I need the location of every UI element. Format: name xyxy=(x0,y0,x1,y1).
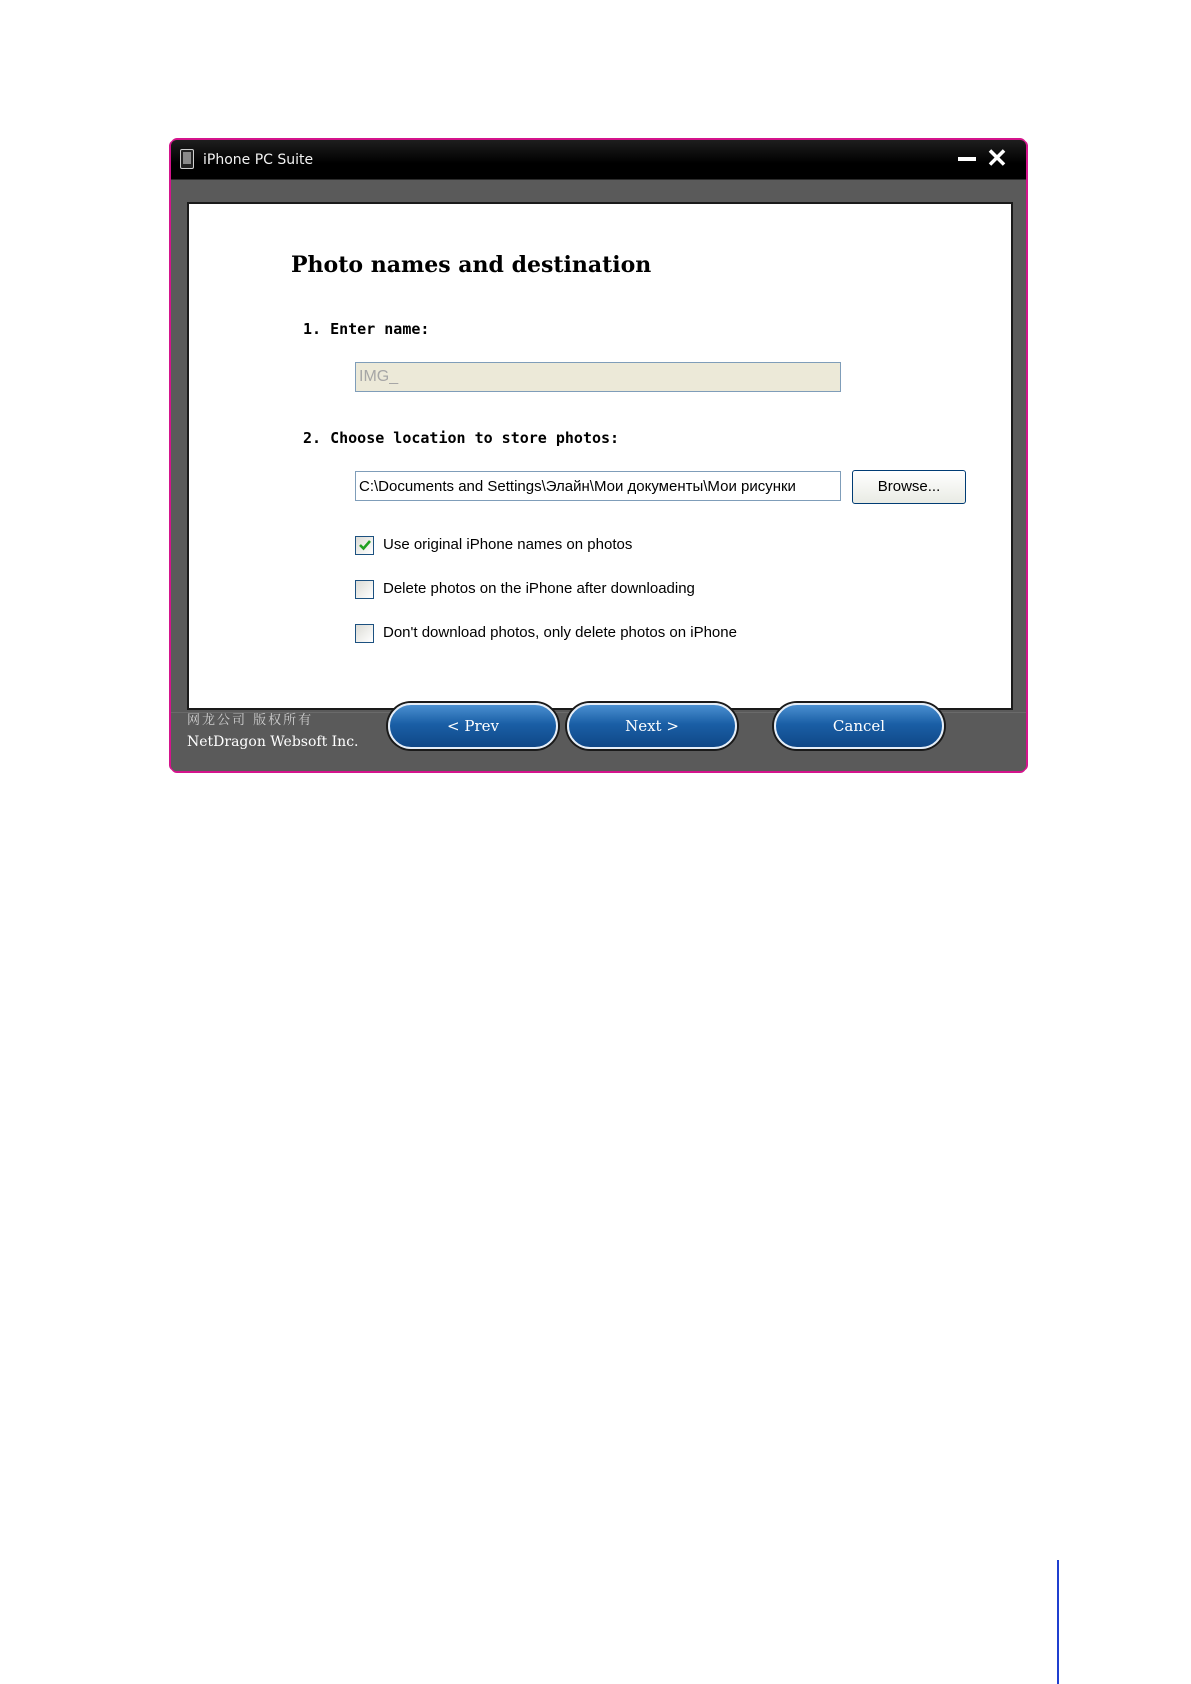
next-button[interactable]: Next > xyxy=(567,703,737,749)
step1-label: 1. Enter name: xyxy=(303,320,430,338)
minimize-button[interactable] xyxy=(958,157,976,161)
checkbox-use-original-names[interactable] xyxy=(355,536,374,555)
app-window xyxy=(171,140,1026,771)
name-input[interactable] xyxy=(355,362,841,392)
option-label: Delete photos on the iPhone after downloading xyxy=(383,580,695,597)
checkbox-delete-after-download[interactable] xyxy=(355,580,374,599)
path-input[interactable] xyxy=(355,471,841,501)
step2-label: 2. Choose location to store photos: xyxy=(303,429,620,447)
option-label: Use original iPhone names on photos xyxy=(383,536,633,553)
window-title: iPhone PC Suite xyxy=(203,152,314,168)
close-button[interactable]: ✕ xyxy=(986,143,1008,173)
phone-icon xyxy=(180,149,194,169)
page-margin-line xyxy=(1057,1560,1059,1684)
page-title: Photo names and destination xyxy=(291,252,652,278)
option-label: Don't download photos, only delete photos on iPhone xyxy=(383,624,737,641)
browse-button[interactable]: Browse... xyxy=(852,470,966,504)
footer-copyright: 网龙公司 版权所有 xyxy=(187,713,314,728)
cancel-button[interactable]: Cancel xyxy=(774,703,944,749)
prev-button[interactable]: < Prev xyxy=(388,703,558,749)
check-icon xyxy=(358,538,372,552)
checkbox-only-delete[interactable] xyxy=(355,624,374,643)
title-bar[interactable] xyxy=(171,140,1026,180)
footer-company: NetDragon Websoft Inc. xyxy=(187,734,359,750)
